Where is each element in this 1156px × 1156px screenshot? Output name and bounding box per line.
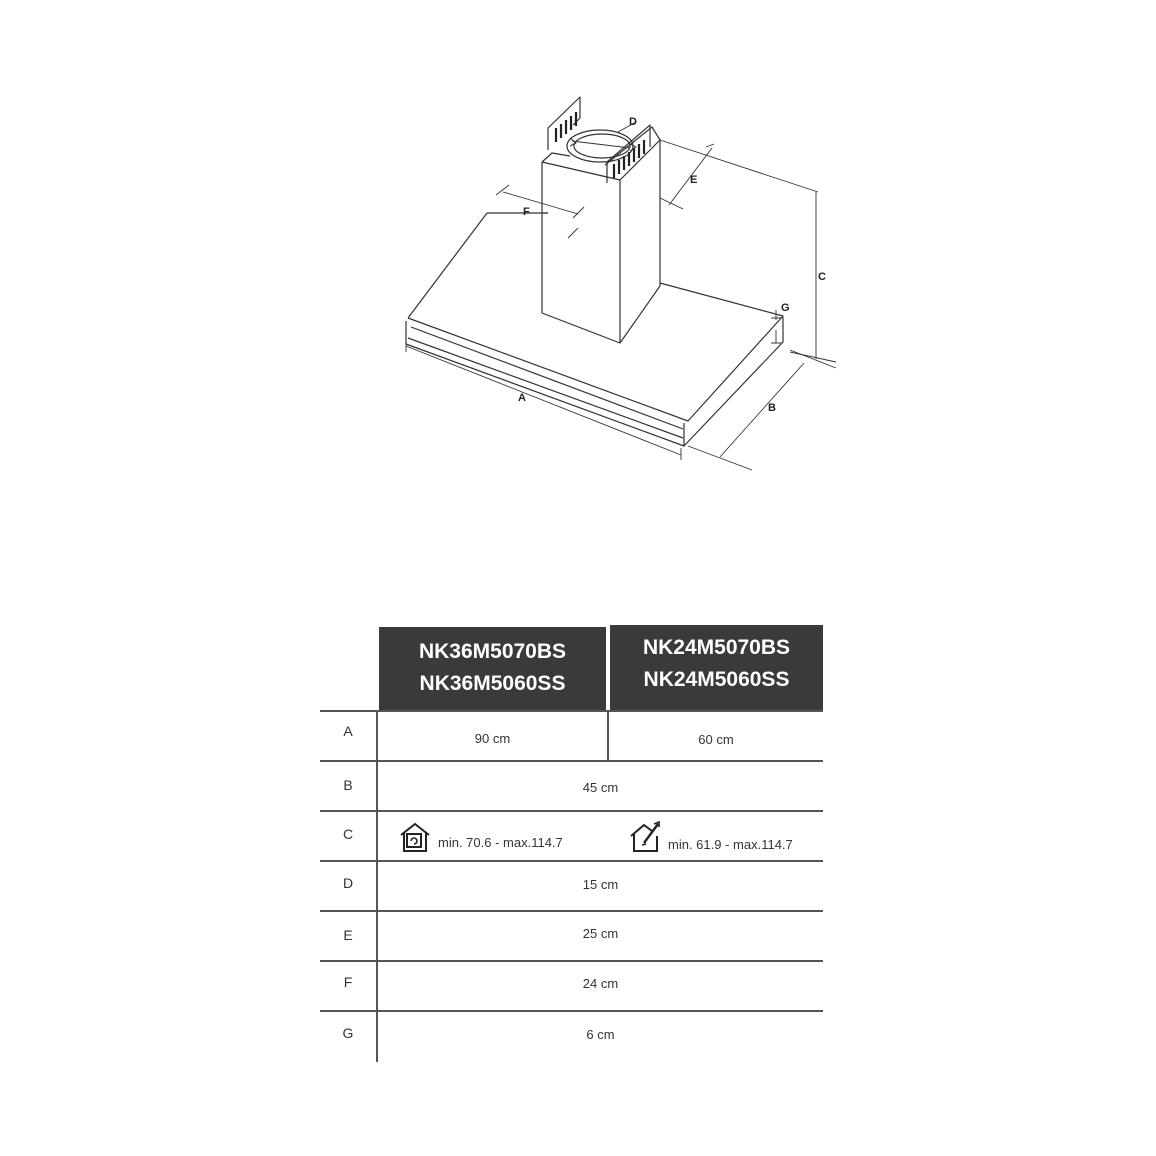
row-label-d: D <box>342 875 354 891</box>
hood-dimension-diagram <box>0 0 1156 560</box>
value-d: 15 cm <box>582 877 619 892</box>
table-rule <box>320 760 823 762</box>
value-c-24: min. 61.9 - max.114.7 <box>668 837 793 852</box>
canopy-side <box>684 317 783 446</box>
chimney-side <box>620 140 660 343</box>
model-header-24 <box>610 625 823 710</box>
model-header-36 <box>379 627 606 710</box>
label-a: A <box>518 392 526 404</box>
value-a-24: 60 cm <box>698 732 734 747</box>
value-c-36: min. 70.6 - max.114.7 <box>438 835 563 850</box>
dimension-table <box>320 625 825 1065</box>
value-b: 45 cm <box>582 780 619 795</box>
canopy-top <box>408 213 783 421</box>
table-rule <box>320 860 823 862</box>
label-c: C <box>818 271 826 283</box>
model-name: NK36M5060SS <box>419 672 566 695</box>
duct-opening <box>567 130 633 162</box>
row-label-f: F <box>343 974 353 990</box>
row-label-g: G <box>342 1025 354 1041</box>
model-name: NK36M5070BS <box>418 640 567 663</box>
table-rule <box>320 1010 823 1012</box>
ducted-house-icon <box>398 821 432 853</box>
canopy-front <box>406 321 684 446</box>
row-label-e: E <box>343 927 353 943</box>
row-label-b: B <box>343 777 353 793</box>
value-f: 24 cm <box>582 976 619 991</box>
label-b: B <box>768 402 776 414</box>
row-label-a: A <box>343 723 353 739</box>
table-rule <box>320 810 823 812</box>
table-rule <box>320 960 823 962</box>
row-label-c: C <box>342 826 354 842</box>
chimney-front <box>542 162 620 343</box>
table-rule <box>320 710 823 712</box>
model-name: NK24M5060SS <box>643 668 790 691</box>
value-a-36: 90 cm <box>474 731 511 746</box>
model-name: NK24M5070BS <box>642 636 791 659</box>
value-g: 6 cm <box>586 1027 615 1042</box>
label-e: E <box>690 174 698 186</box>
label-f: F <box>523 206 530 218</box>
label-g: G <box>781 302 790 314</box>
label-d: D <box>629 116 637 128</box>
table-rule <box>320 910 823 912</box>
value-e: 25 cm <box>582 926 619 941</box>
recirculation-house-icon <box>628 818 664 854</box>
